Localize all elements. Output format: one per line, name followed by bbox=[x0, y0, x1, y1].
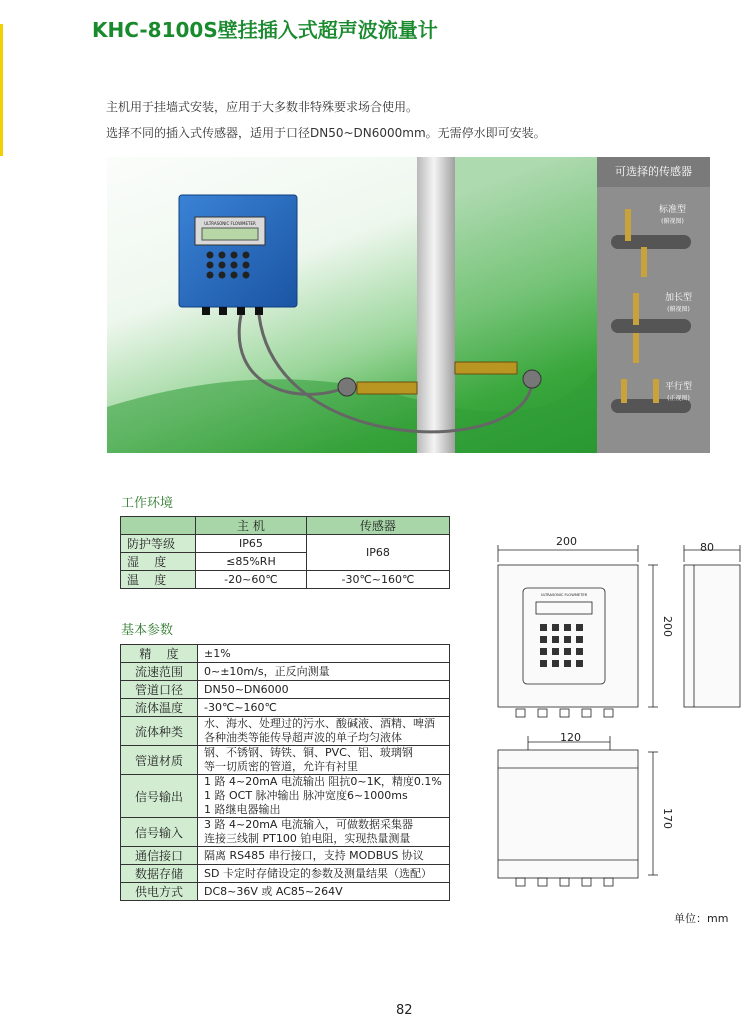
sensor-illustrations bbox=[597, 187, 710, 453]
flowmeter-host bbox=[179, 195, 297, 307]
param-value bbox=[198, 883, 450, 901]
table-row bbox=[121, 746, 450, 775]
param-value bbox=[198, 775, 450, 818]
table-row bbox=[121, 865, 450, 883]
param-value-line: 1 路继电器输出 bbox=[204, 803, 281, 816]
table-row bbox=[121, 699, 450, 717]
sensor-standard-label: 标准型 (俯视图) bbox=[659, 205, 687, 225]
param-value-line: -30℃~160℃ bbox=[204, 700, 277, 714]
param-label: 信号输入 bbox=[121, 818, 198, 847]
param-label: 信号输出 bbox=[121, 775, 198, 818]
param-value-line: 各种油类等能传导超声波的单子均匀液体 bbox=[204, 731, 402, 744]
table-header-row bbox=[121, 517, 450, 535]
param-value-line: 隔离 RS485 串行接口，支持 MODBUS 协议 bbox=[204, 848, 424, 862]
table-header-cell bbox=[121, 517, 196, 535]
param-label: 流体温度 bbox=[121, 699, 198, 717]
host-value: ≤85%RH bbox=[196, 553, 307, 571]
row-label: 温 度 bbox=[121, 571, 196, 589]
param-value bbox=[198, 717, 450, 746]
param-value-line: DC8~36V 或 AC85~264V bbox=[204, 884, 343, 898]
row-label: 湿 度 bbox=[121, 553, 196, 571]
param-value-line: 3 路 4~20mA 电流输入，可做数据采集器 bbox=[204, 818, 413, 831]
param-value bbox=[198, 645, 450, 663]
param-label: 流速范围 bbox=[121, 663, 198, 681]
table-row bbox=[121, 883, 450, 901]
param-label: 管道口径 bbox=[121, 681, 198, 699]
work-env-table bbox=[120, 516, 450, 589]
table-row bbox=[121, 571, 450, 589]
param-value bbox=[198, 847, 450, 865]
row-label: 防护等级 bbox=[121, 535, 196, 553]
param-label: 供电方式 bbox=[121, 883, 198, 901]
param-value-line: ±1% bbox=[204, 646, 231, 660]
param-value-line: 钢、不锈钢、铸铁、铜、PVC、铝、玻璃钢 bbox=[204, 746, 413, 759]
front-width-label: 200 bbox=[556, 535, 577, 548]
sensor-options-panel bbox=[597, 157, 710, 453]
host-value: -20~60℃ bbox=[196, 571, 307, 589]
table-row bbox=[121, 847, 450, 865]
page-title: KHC-8100S壁挂插入式超声波流量计 bbox=[92, 18, 438, 42]
mount-width-label: 120 bbox=[560, 731, 581, 744]
param-value-line: 1 路 4~20mA 电流输出 阻抗0~1K，精度0.1% bbox=[204, 775, 442, 788]
sensor-value: IP68 bbox=[306, 535, 449, 571]
table-row bbox=[121, 681, 450, 699]
sensor-extended-label: 加长型 (俯视图) bbox=[665, 293, 693, 313]
product-illustration bbox=[107, 157, 597, 453]
param-value bbox=[198, 699, 450, 717]
param-value bbox=[198, 681, 450, 699]
param-value bbox=[198, 865, 450, 883]
param-label: 通信接口 bbox=[121, 847, 198, 865]
param-value-line: 0~±10m/s，正反向测量 bbox=[204, 664, 330, 678]
sensor-panel-title: 可选择的传感器 bbox=[597, 157, 710, 187]
param-value-line: SD 卡定时存储设定的参数及测量结果（选配） bbox=[204, 866, 432, 880]
basic-params-heading: 基本参数 bbox=[121, 623, 174, 638]
param-value-line: 等一切质密的管道，允许有衬里 bbox=[204, 760, 358, 773]
table-row bbox=[121, 717, 450, 746]
front-height-label: 200 bbox=[661, 616, 674, 637]
param-value bbox=[198, 818, 450, 847]
drawing-device-label: ULTRASONIC FLOWMETER bbox=[540, 593, 588, 597]
param-value bbox=[198, 663, 450, 681]
param-label: 数据存储 bbox=[121, 865, 198, 883]
unit-label: 单位：mm bbox=[674, 912, 729, 925]
table-row bbox=[121, 818, 450, 847]
side-depth-label: 80 bbox=[700, 541, 714, 554]
intro-line-1: 主机用于挂墙式安装，应用于大多数非特殊要求场合使用。 bbox=[106, 100, 419, 114]
param-value-line: 1 路 OCT 脉冲输出 脉冲宽度6~1000ms bbox=[204, 789, 408, 802]
work-env-heading: 工作环境 bbox=[121, 496, 174, 511]
vertical-pipe bbox=[417, 157, 455, 453]
mount-height-label: 170 bbox=[661, 808, 674, 829]
param-value-line: 连接三线制 PT100 铂电阻，实现热量测量 bbox=[204, 832, 411, 845]
table-row bbox=[121, 645, 450, 663]
sensor-value: -30℃~160℃ bbox=[306, 571, 449, 589]
table-row bbox=[121, 775, 450, 818]
dimension-drawing bbox=[488, 520, 750, 920]
param-value bbox=[198, 746, 450, 775]
intro-line-2: 选择不同的插入式传感器，适用于口径DN50~DN6000mm。无需停水即可安装。 bbox=[106, 126, 546, 140]
param-value-line: DN50~DN6000 bbox=[204, 682, 289, 696]
param-value-line: 水、海水、处理过的污水、酸碱液、酒精、啤酒 bbox=[204, 717, 435, 730]
param-label: 管道材质 bbox=[121, 746, 198, 775]
left-margin-marker bbox=[0, 24, 3, 156]
page-number: 82 bbox=[396, 1003, 413, 1018]
basic-params-table bbox=[120, 644, 450, 901]
table-row bbox=[121, 663, 450, 681]
param-label: 流体种类 bbox=[121, 717, 198, 746]
product-photo bbox=[107, 157, 597, 453]
host-value: IP65 bbox=[196, 535, 307, 553]
param-label: 精 度 bbox=[121, 645, 198, 663]
table-header-cell: 主 机 bbox=[196, 517, 307, 535]
device-label: ULTRASONIC FLOWMETER bbox=[204, 221, 256, 226]
table-row bbox=[121, 535, 450, 553]
table-header-cell: 传感器 bbox=[306, 517, 449, 535]
sensor-parallel-label: 平行型 (正视图) bbox=[665, 382, 693, 402]
